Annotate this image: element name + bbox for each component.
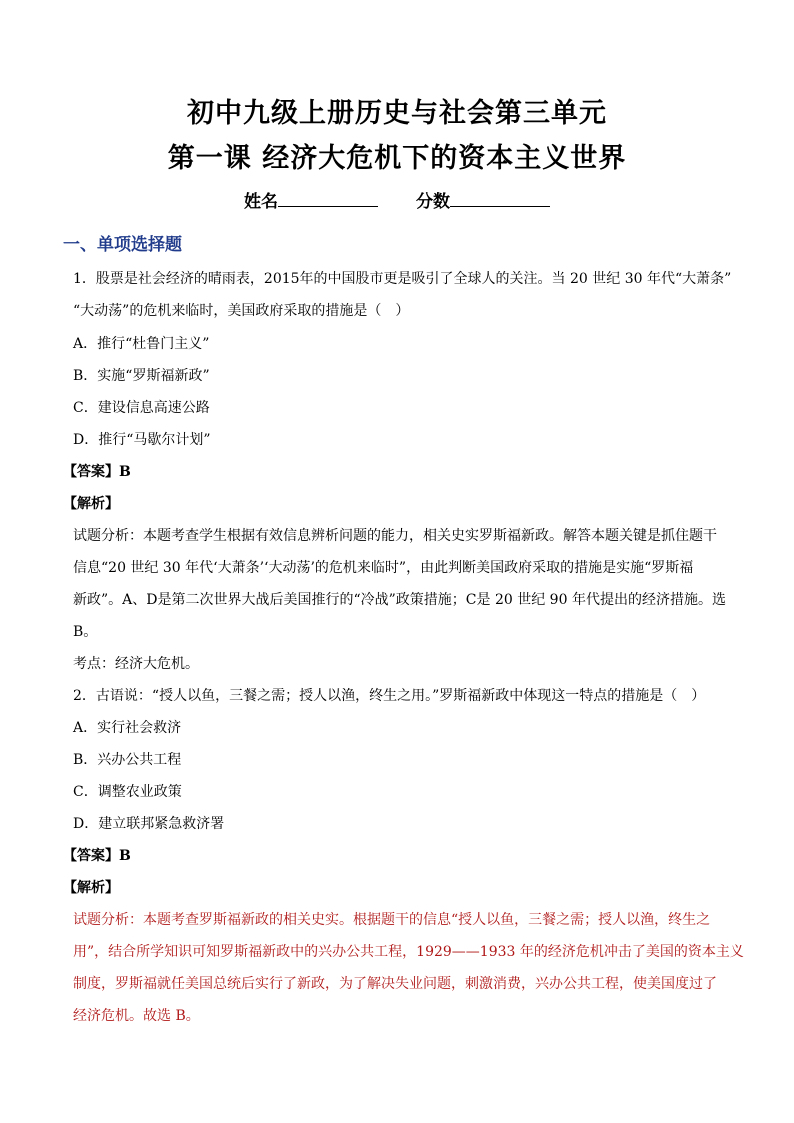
q1-option-d: D．推行“马歇尔计划” <box>73 432 211 448</box>
q2-analysis-line3: 制度，罗斯福就任美国总统后实行了新政，为了解决失业问题，刺激消费，兴办公共工程，使美国度过了 <box>73 976 717 992</box>
q1-option-a: A．推行“杜鲁门主义” <box>73 336 210 352</box>
q1-answer: 【答案】B <box>63 464 131 480</box>
score-label: 分数 <box>416 192 450 212</box>
q1-stem-line2: “大动荡”的危机来临时，美国政府采取的措施是（ ） <box>73 303 410 319</box>
q1-analysis-line4: B。 <box>73 624 98 640</box>
page-title-line1: 初中九级上册历史与社会第三单元 <box>187 98 607 129</box>
q2-analysis-line4: 经济危机。故选 B。 <box>73 1008 200 1024</box>
q1-analysis-line2: 信息“20 世纪 30 年代‘大萧条’‘大动荡’的危机来临时”，由此判断美国政府采取的措施是实施“罗斯福 <box>73 560 694 576</box>
q1-option-b: B．实施“罗斯福新政” <box>73 368 210 384</box>
q2-analysis-line1: 试题分析：本题考查罗斯福新政的相关史实。根据题干的信息“授人以鱼，三餐之需；授人以渔，终生之 <box>73 912 711 928</box>
q1-analysis-line3: 新政”。A、D是第二次世界大战后美国推行的“冷战”政策措施；C是 20 世纪 90 年代提出的经济措施。选 <box>73 592 726 608</box>
name-score-line <box>0 188 794 214</box>
q1-point: 考点：经济大危机。 <box>73 656 199 672</box>
q1-analysis-label: 【解析】 <box>63 496 119 512</box>
q2-option-b: B．兴办公共工程 <box>73 752 182 768</box>
q2-stem: 2．古语说：“授人以鱼，三餐之需；授人以渔，终生之用。”罗斯福新政中体现这一特点的措施是（ ） <box>73 688 706 704</box>
q2-option-a: A．实行社会救济 <box>73 720 182 736</box>
q1-stem-line1: 1．股票是社会经济的晴雨表，2015年的中国股市更是吸引了全球人的关注。当 20 世纪 30 年代“大萧条” <box>73 271 732 287</box>
q2-option-d: D．建立联邦紧急救济署 <box>73 816 225 832</box>
q2-analysis-label: 【解析】 <box>63 880 119 896</box>
q1-option-c: C．建设信息高速公路 <box>73 400 210 416</box>
q2-option-c: C．调整农业政策 <box>73 784 182 800</box>
score-blank[interactable] <box>450 188 550 207</box>
q2-answer: 【答案】B <box>63 848 131 864</box>
q1-analysis-line1: 试题分析：本题考查学生根据有效信息辨析问题的能力，相关史实罗斯福新政。解答本题关键是抓住题干 <box>73 528 717 544</box>
section-heading: 一、单项选择题 <box>63 235 182 255</box>
q2-analysis-line2: 用”，结合所学知识可知罗斯福新政中的兴办公共工程，1929——1933 年的经济危机冲击了美国的资本主义 <box>73 944 744 960</box>
name-label: 姓名 <box>244 192 278 212</box>
name-blank[interactable] <box>278 188 378 207</box>
page-title-line2: 第一课 经济大危机下的资本主义世界 <box>167 143 627 174</box>
